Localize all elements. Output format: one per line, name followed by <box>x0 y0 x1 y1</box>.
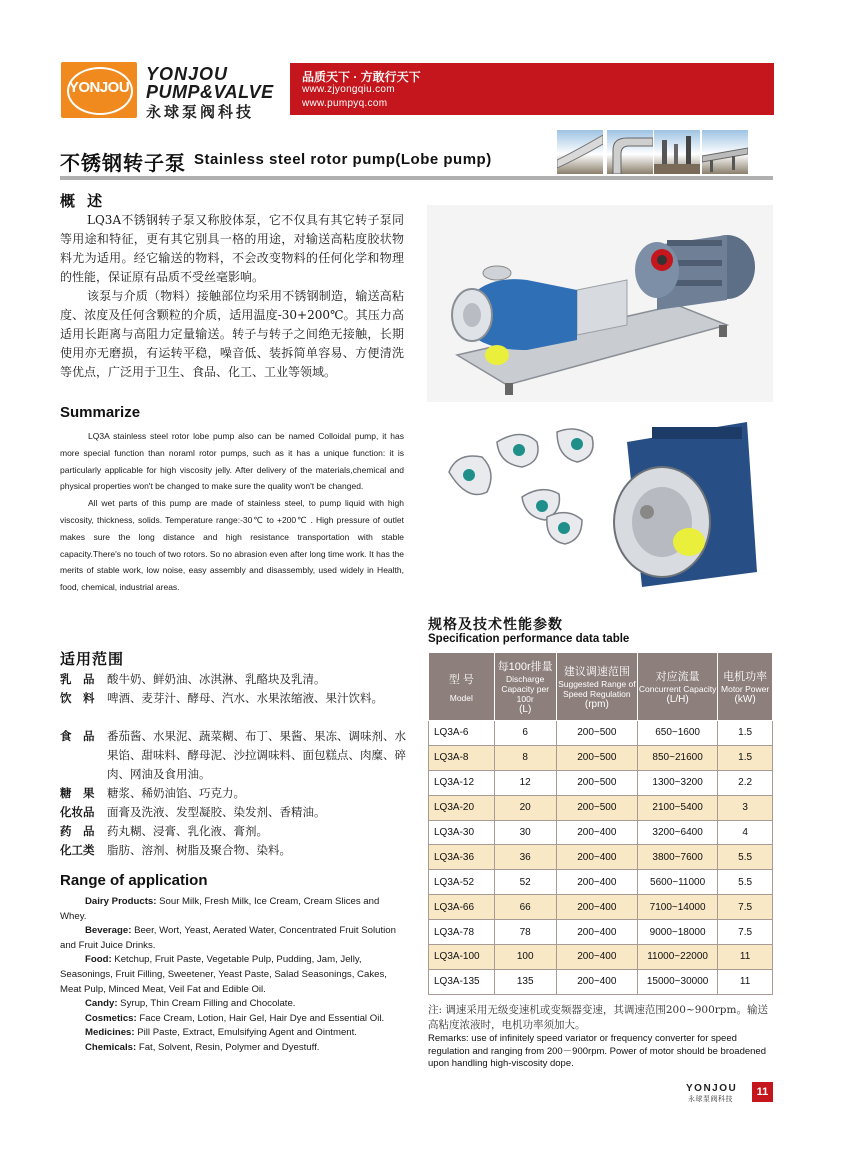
title-divider <box>60 176 773 180</box>
spec-table <box>428 652 773 995</box>
table-cell: 1.5 <box>718 745 773 770</box>
summarize-heading: Summarize <box>60 404 141 421</box>
application-item <box>60 924 405 953</box>
table-cell: 1.5 <box>718 721 773 746</box>
summarize-paragraph-1: LQ3A stainless steel rotor lobe pump also can be named Colloidal pump, it has more special function than noraml rotor pumps, such as it has a unique function: it is particularly applicable for high viscosity jelly. After delivery of the materials,chemical and physical properties won't be changed to make sure the quality won't be changed. <box>60 431 404 492</box>
application-label: Beverage: <box>85 925 132 937</box>
table-row <box>429 845 773 870</box>
brand-name-cn: 永球泵阀科技 <box>146 104 255 121</box>
table-row <box>429 870 773 895</box>
table-cell: 66 <box>494 895 556 920</box>
application-text: Sour Milk, Fresh Milk, Ice Cream, Cream Slices and Whey. <box>60 896 380 922</box>
application-text: Beer, Wort, Yeast, Aerated Water, Concentrated Fruit Solution and Fruit Juice Drinks. <box>60 925 396 951</box>
column-header-unit: (rpm) <box>584 699 609 710</box>
application-item <box>60 953 405 997</box>
company-logo <box>61 62 137 118</box>
table-cell: 850~21600 <box>637 745 717 770</box>
usage-label: 食 品 <box>60 729 95 743</box>
application-heading: Range of application <box>60 872 208 889</box>
overview-text <box>60 211 404 382</box>
column-header-unit: (L/H) <box>666 694 689 705</box>
usage-row <box>60 784 410 803</box>
column-header-cn: 电机功率 <box>723 671 768 683</box>
spec-note-en: Remarks: use of infinitely speed variator or frequency converter for speed regulation and ranging from 200－900rpm. Power of motor should be broadened upon handling high-viscosity dope. <box>428 1033 766 1069</box>
application-label: Cosmetics: <box>85 1012 137 1024</box>
usage-label: 乳 品 <box>60 672 95 686</box>
usage-label: 糖 果 <box>60 786 95 800</box>
table-cell: 15000~30000 <box>637 969 717 994</box>
table-cell: 30 <box>494 820 556 845</box>
table-cell: 200~500 <box>556 795 637 820</box>
table-row <box>429 795 773 820</box>
table-cell: 6 <box>494 721 556 746</box>
usage-row <box>60 670 410 689</box>
usage-row <box>60 803 410 822</box>
column-header-en: Suggested Range of Speed Regulation <box>558 679 636 699</box>
usage-text: 糖浆、稀奶油馅、巧克力。 <box>107 786 245 800</box>
table-row <box>429 820 773 845</box>
table-row <box>429 945 773 970</box>
table-cell: LQ3A-6 <box>429 721 495 746</box>
brand-name-en-line1: YONJOU <box>146 64 229 84</box>
table-cell: 5.5 <box>718 845 773 870</box>
table-cell: 52 <box>494 870 556 895</box>
column-header-cn: 建议调速范围 <box>563 666 630 678</box>
table-cell: 200~400 <box>556 820 637 845</box>
table-cell: 5.5 <box>718 870 773 895</box>
table-cell: 11 <box>718 969 773 994</box>
table-cell: LQ3A-8 <box>429 745 495 770</box>
footer-brand-en: YONJOU <box>686 1083 738 1094</box>
usage-text: 酸牛奶、鲜奶油、冰淇淋、乳酪块及乳清。 <box>107 672 326 686</box>
application-item <box>60 997 405 1012</box>
website-link-1[interactable]: www.zjyongqiu.com <box>302 84 395 95</box>
usage-label: 药 品 <box>60 824 95 838</box>
table-cell: LQ3A-52 <box>429 870 495 895</box>
table-cell: 3 <box>718 795 773 820</box>
table-row <box>429 969 773 994</box>
table-cell: 11000~22000 <box>637 945 717 970</box>
pipeline-photo <box>557 130 603 174</box>
usage-text: 面膏及洗液、发型凝胶、染发剂、香精油。 <box>107 805 326 819</box>
column-header-unit: (L) <box>519 704 532 715</box>
table-cell: 7.5 <box>718 920 773 945</box>
table-cell: LQ3A-20 <box>429 795 495 820</box>
table-cell: 100 <box>494 945 556 970</box>
table-cell: 20 <box>494 795 556 820</box>
column-header-en: Discharge Capacity per 100r <box>501 674 550 704</box>
usage-row <box>60 841 410 860</box>
table-row <box>429 920 773 945</box>
table-cell: LQ3A-100 <box>429 945 495 970</box>
table-row <box>429 770 773 795</box>
spec-heading-cn: 规格及技术性能参数 <box>428 616 563 632</box>
table-cell: 36 <box>494 845 556 870</box>
table-cell: 200~400 <box>556 945 637 970</box>
overview-paragraph-2: 该泵与介质（物料）接触部位均采用不锈钢制造，输送高粘度、浓度及任何含颗粒的介质，适用温度-30+200℃。其压力高适用长距离与高阻力定量输送。转子与转子之间绝无接触，长期使用亦无磨损，有运转平稳，噪音低、装拆简单容易、方便清洗等优点，广泛用于卫生、食品、化工、工业等领域。 <box>60 289 404 379</box>
page-title-cn: 不锈钢转子泵 <box>60 153 186 175</box>
factory-photo <box>654 130 700 174</box>
pipe-bend-photo <box>607 130 653 174</box>
table-cell: 4 <box>718 820 773 845</box>
table-cell: 12 <box>494 770 556 795</box>
overview-paragraph-1: LQ3A不锈钢转子泵又称胶体泵，它不仅具有其它转子泵同等用途和特征，更有其它别具一格的用途，对输送高粘度胶状物料尤为适用。经它输送的物料，不会改变物料的任何化学和物理的性能，保证原有品质不受丝毫影响。 <box>60 213 404 284</box>
table-cell: 7100~14000 <box>637 895 717 920</box>
table-cell: 200~400 <box>556 969 637 994</box>
table-cell: 9000~18000 <box>637 920 717 945</box>
usage-text: 番茄酱、水果泥、蔬菜糊、布丁、果酱、果冻、调味剂、水果馅、甜味料、酵母泥、沙拉调味料、面包糕点、肉糜、碎肉、网油及食用油。 <box>107 729 406 781</box>
lobe-rotors-and-pump-head-photo <box>427 402 773 600</box>
spec-table-body <box>429 721 773 995</box>
application-text: Face Cream, Lotion, Hair Gel, Hair Dye and Essential Oil. <box>136 1012 385 1024</box>
website-link-2[interactable]: www.pumpyq.com <box>302 98 388 109</box>
application-item <box>60 1026 405 1041</box>
brand-name-en-line2: PUMP&VALVE <box>146 82 274 102</box>
column-header-cn: 每100r排量 <box>497 661 553 673</box>
table-cell: LQ3A-12 <box>429 770 495 795</box>
column-header-model <box>429 653 495 721</box>
pipeline-field-photo <box>702 130 748 174</box>
column-header-cn: 型 号 <box>448 673 474 686</box>
spec-note-cn: 注: 调速采用无级变速机或变频器变速，其调速范围200~900rpm。输送高粘度浓液时，电机功率须加大。 <box>428 1004 768 1031</box>
column-header-capacity <box>637 653 717 721</box>
application-label: Medicines: <box>85 1027 135 1039</box>
table-cell: LQ3A-36 <box>429 845 495 870</box>
table-cell: 200~400 <box>556 870 637 895</box>
table-cell: 200~500 <box>556 745 637 770</box>
table-row <box>429 895 773 920</box>
table-cell: 5600~11000 <box>637 870 717 895</box>
lobe-pump-with-motor-photo <box>427 205 773 402</box>
usage-row <box>60 727 410 784</box>
table-cell: 200~400 <box>556 845 637 870</box>
table-cell: 3200~6400 <box>637 820 717 845</box>
column-header-unit: (kW) <box>734 694 756 705</box>
usage-label: 饮 料 <box>60 691 95 705</box>
table-row <box>429 721 773 746</box>
table-cell: LQ3A-78 <box>429 920 495 945</box>
spec-heading-en: Specification performance data table <box>428 633 630 645</box>
column-header-en: Model <box>449 692 473 703</box>
slogan: 品质天下 · 方敢行天下 <box>302 70 421 84</box>
usage-text: 啤酒、麦芽汁、酵母、汽水、水果浓缩液、果汁饮料。 <box>107 691 383 705</box>
overview-heading: 概 述 <box>60 193 107 210</box>
table-cell: 1300~3200 <box>637 770 717 795</box>
table-row <box>429 745 773 770</box>
table-cell: 650~1600 <box>637 721 717 746</box>
application-item <box>60 895 405 924</box>
column-header-speed <box>556 653 637 721</box>
page-number: 11 <box>752 1082 773 1102</box>
usage-text: 脂肪、溶剂、树脂及聚合物、染料。 <box>107 843 291 857</box>
table-cell: 11 <box>718 945 773 970</box>
table-cell: 3800~7600 <box>637 845 717 870</box>
page-title-en: Stainless steel rotor pump(Lobe pump) <box>194 151 492 168</box>
usage-row <box>60 822 410 841</box>
footer-brand-cn: 永球泵阀科技 <box>688 1096 733 1103</box>
application-text: Pill Paste, Extract, Emulsifying Agent and Ointment. <box>134 1027 357 1039</box>
summarize-paragraph-2: All wet parts of this pump are made of stainless steel, to pump liquid with high viscosity, thickness, solids. Temperature range:-30℃ to +200℃ . High pressure of outlet makes sure the long distance and high resistance transportation with stable capacity.There's no touch of two rotors. So no abrasion even after long time work. It has the merits of stable work, low noise, easy assembly and disassembly, used widely in Health, food, chemical, industrial areas. <box>60 498 405 593</box>
application-text: Fat, Solvent, Resin, Polymer and Dyestuff. <box>136 1041 320 1053</box>
table-cell: 8 <box>494 745 556 770</box>
column-header-en: Concurrent Capacity <box>638 684 717 694</box>
application-text: Syrup, Thin Cream Filling and Chocolate. <box>117 998 296 1010</box>
table-cell: LQ3A-135 <box>429 969 495 994</box>
usage-text: 药丸糊、浸膏、乳化液、膏剂。 <box>107 824 268 838</box>
column-header-en: Motor Power <box>721 684 770 694</box>
table-cell: 2100~5400 <box>637 795 717 820</box>
application-list <box>60 895 405 1056</box>
table-cell: LQ3A-66 <box>429 895 495 920</box>
usage-label: 化妆品 <box>60 805 95 819</box>
application-label: Candy: <box>85 998 118 1010</box>
table-cell: 200~500 <box>556 770 637 795</box>
application-item <box>60 1012 405 1027</box>
application-label: Dairy Products: <box>85 896 157 907</box>
summarize-text <box>60 428 404 596</box>
usage-row <box>60 689 410 727</box>
table-cell: 135 <box>494 969 556 994</box>
application-text: Ketchup, Fruit Paste, Vegetable Pulp, Pudding, Jam, Jelly, Seasonings, Fruit Filling, Sweetener, Yeast Paste, Salad Seasonings, Cakes, Meat Pulp, Minced Meat, Veil Fat and Edible Oil. <box>60 954 387 995</box>
table-cell: 200~400 <box>556 895 637 920</box>
column-header-power <box>718 653 773 721</box>
table-cell: 200~500 <box>556 721 637 746</box>
table-cell: 2.2 <box>718 770 773 795</box>
spec-table-header <box>429 653 773 721</box>
table-cell: 78 <box>494 920 556 945</box>
table-cell: LQ3A-30 <box>429 820 495 845</box>
logo-text: YONJOU <box>68 79 130 96</box>
usage-label: 化工类 <box>60 843 95 857</box>
application-item <box>60 1041 405 1056</box>
table-cell: 200~400 <box>556 920 637 945</box>
usage-heading: 适用范围 <box>60 651 125 668</box>
column-header-discharge <box>494 653 556 721</box>
application-label: Food: <box>85 954 112 966</box>
application-label: Chemicals: <box>85 1041 137 1053</box>
table-cell: 7.5 <box>718 895 773 920</box>
column-header-cn: 对应流量 <box>655 671 700 683</box>
